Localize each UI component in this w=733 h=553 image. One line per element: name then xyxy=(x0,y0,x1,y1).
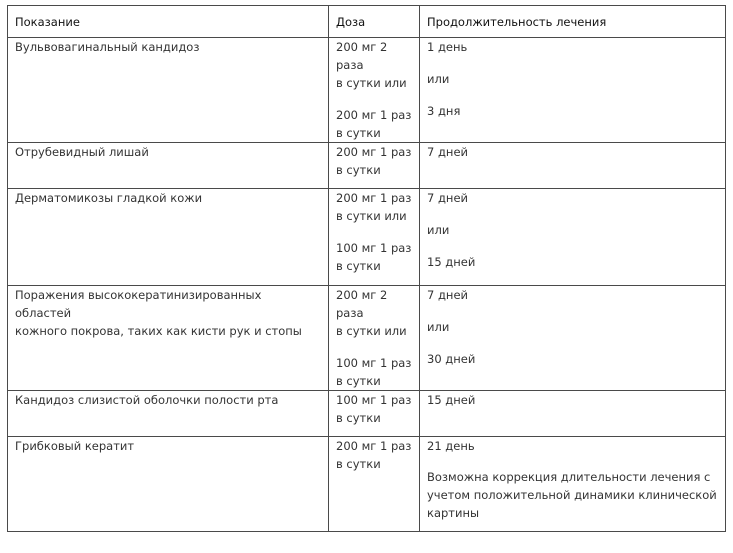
duration-text: 7 дней xyxy=(427,288,468,302)
dose-text: в сутки xyxy=(336,457,381,471)
duration-text: или xyxy=(427,223,450,237)
table-row xyxy=(8,391,726,437)
duration-cell xyxy=(420,38,726,143)
duration-note: картины xyxy=(427,506,480,520)
duration-text: 21 день xyxy=(427,439,475,453)
dose-text: в сутки xyxy=(336,259,381,273)
indication-text: Дерматомикозы гладкой кожи xyxy=(15,191,203,205)
duration-text: 1 день xyxy=(427,40,468,54)
duration-text: 3 дня xyxy=(427,104,461,118)
indication-cell xyxy=(8,143,329,189)
indication-cell xyxy=(8,391,329,437)
indication-text: Кандидоз слизистой оболочки полости рта xyxy=(15,393,279,407)
duration-text: 7 дней xyxy=(427,191,468,205)
duration-text: 30 дней xyxy=(427,352,476,366)
indication-text: Поражения высококератинизированных областей xyxy=(15,288,262,320)
dose-text: 100 мг 1 раз xyxy=(336,241,412,255)
table-row xyxy=(8,38,726,143)
dose-text: в сутки или xyxy=(336,76,407,90)
dose-text: в сутки или xyxy=(336,209,407,223)
indication-text: Грибковый кератит xyxy=(15,439,135,453)
dose-text: 200 мг 1 раз xyxy=(336,439,412,453)
duration-text: 7 дней xyxy=(427,145,468,159)
table-row xyxy=(8,437,726,532)
indication-cell xyxy=(8,38,329,143)
indication-text: Вульвовагинальный кандидоз xyxy=(15,40,200,54)
dose-text: в сутки xyxy=(336,163,381,177)
dose-text: в сутки xyxy=(336,126,381,140)
indication-cell xyxy=(8,437,329,532)
dose-text: 200 мг 1 раз xyxy=(336,145,412,159)
indication-cell xyxy=(8,189,329,286)
duration-cell xyxy=(420,391,726,437)
header-row xyxy=(8,6,726,38)
dose-text: 200 мг 2 раза xyxy=(336,40,388,72)
dose-cell xyxy=(329,437,420,532)
dose-text: в сутки или xyxy=(336,324,407,338)
duration-text: или xyxy=(427,320,450,334)
duration-text: или xyxy=(427,72,450,86)
duration-note: учетом положительной динамики клинической xyxy=(427,488,717,502)
duration-cell xyxy=(420,286,726,391)
duration-text: 15 дней xyxy=(427,255,476,269)
duration-note: Возможна коррекция длительности лечения с xyxy=(427,470,711,484)
header-dose: Доза xyxy=(329,6,420,38)
indication-text: кожного покрова, таких как кисти рук и стопы xyxy=(15,324,302,338)
dose-cell xyxy=(329,38,420,143)
table-row xyxy=(8,286,726,391)
indication-text: Отрубевидный лишай xyxy=(15,145,149,159)
table-row xyxy=(8,143,726,189)
dose-cell xyxy=(329,143,420,189)
duration-text: 15 дней xyxy=(427,393,476,407)
dose-text: в сутки xyxy=(336,374,381,388)
dose-cell xyxy=(329,189,420,286)
header-duration: Продолжительность лечения xyxy=(420,6,726,38)
header-indication: Показание xyxy=(8,6,329,38)
duration-cell xyxy=(420,437,726,532)
dose-text: 100 мг 1 раз xyxy=(336,393,412,407)
dose-cell xyxy=(329,391,420,437)
duration-cell xyxy=(420,189,726,286)
dose-text: в сутки xyxy=(336,411,381,425)
table-row xyxy=(8,189,726,286)
indication-cell xyxy=(8,286,329,391)
dose-text: 200 мг 1 раз xyxy=(336,191,412,205)
dose-text: 200 мг 2 раза xyxy=(336,288,388,320)
dose-text: 100 мг 1 раз xyxy=(336,356,412,370)
duration-cell xyxy=(420,143,726,189)
dose-text: 200 мг 1 раз xyxy=(336,108,412,122)
dose-cell xyxy=(329,286,420,391)
dosing-table xyxy=(7,5,726,532)
